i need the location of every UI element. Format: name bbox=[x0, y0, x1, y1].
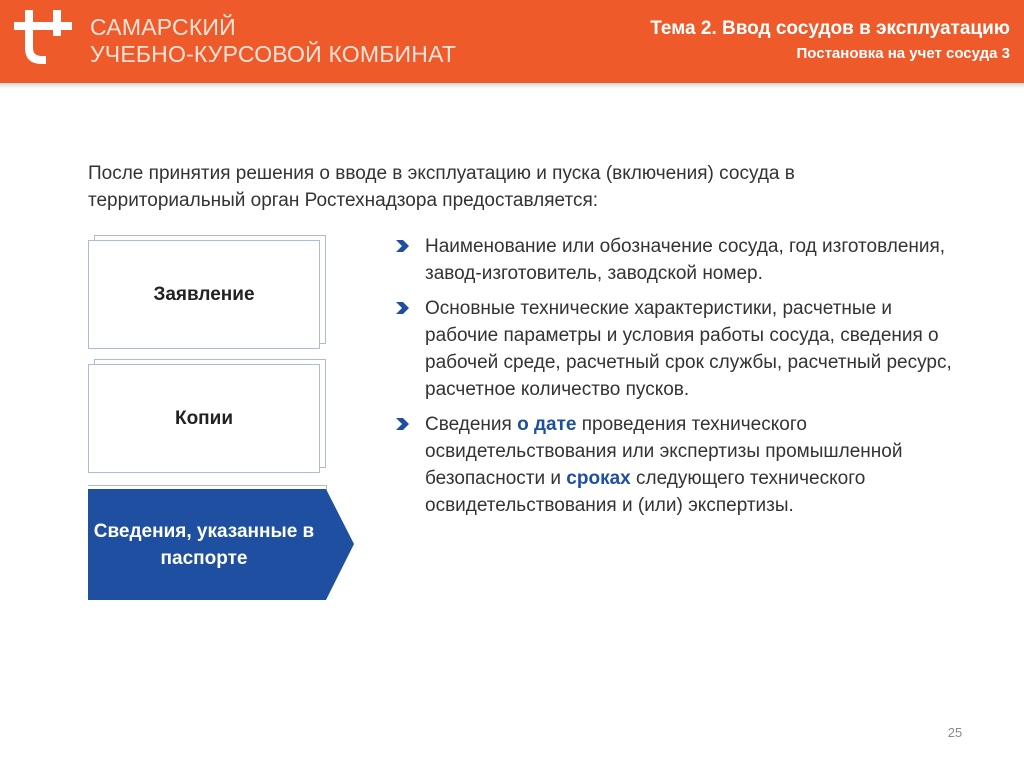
box-passport-info bbox=[88, 489, 356, 600]
box-application-label: Заявление bbox=[88, 240, 320, 349]
intro-text: После принятия решения о вводе в эксплуатацию и пуска (включения) сосуда в территориальный орган Ростехнадзора предоставляется: bbox=[88, 163, 795, 211]
bullet-text-part: Сведения bbox=[425, 414, 518, 435]
bullet-text: Наименование или обозначение сосуда, год изготовления, завод-изготовитель, заводской номер. bbox=[425, 236, 946, 284]
page-number: 25 bbox=[947, 725, 963, 740]
organization-name bbox=[90, 14, 456, 68]
list-item bbox=[392, 411, 952, 519]
bullet-text: Основные технические характеристики, расчетные и рабочие параметры и условия работы сосуда, сведения о рабочей среде, расчетный срок службы, расчетный ресурс, расчетное количество пусков. bbox=[425, 298, 952, 400]
box-copies bbox=[88, 364, 326, 476]
header-shadow bbox=[0, 83, 1024, 89]
topic-block bbox=[650, 16, 1010, 66]
org-name-line1: САМАРСКИЙ bbox=[90, 14, 236, 40]
chevron-right-icon bbox=[394, 239, 410, 253]
topic-subtitle: Постановка на учет сосуда 3 bbox=[796, 45, 1010, 62]
header-bar bbox=[0, 0, 1024, 83]
highlight-terms: сроках bbox=[566, 468, 631, 489]
highlight-date: о дате bbox=[517, 414, 577, 435]
list-item bbox=[392, 233, 952, 287]
box-application bbox=[88, 240, 326, 352]
box-passport-label: Сведения, указанные в паспорте bbox=[93, 520, 315, 569]
logo-icon bbox=[12, 8, 78, 68]
bullet-list bbox=[392, 233, 952, 527]
org-name-line2: УЧЕБНО-КУРСОВОЙ КОМБИНАТ bbox=[90, 41, 457, 67]
box-copies-label: Копии bbox=[88, 364, 320, 473]
bullet-text-part: проведения технического освидетельствования или экспертизы промышленной безопасности и bbox=[425, 414, 903, 489]
list-item bbox=[392, 295, 952, 403]
chevron-right-icon bbox=[394, 417, 410, 431]
bullet-text-part: следующего технического освидетельствования и (или) экспертизы. bbox=[425, 468, 866, 516]
chevron-right-icon bbox=[394, 301, 410, 315]
topic-title: Тема 2. Ввод сосудов в эксплуатацию bbox=[650, 18, 1010, 39]
